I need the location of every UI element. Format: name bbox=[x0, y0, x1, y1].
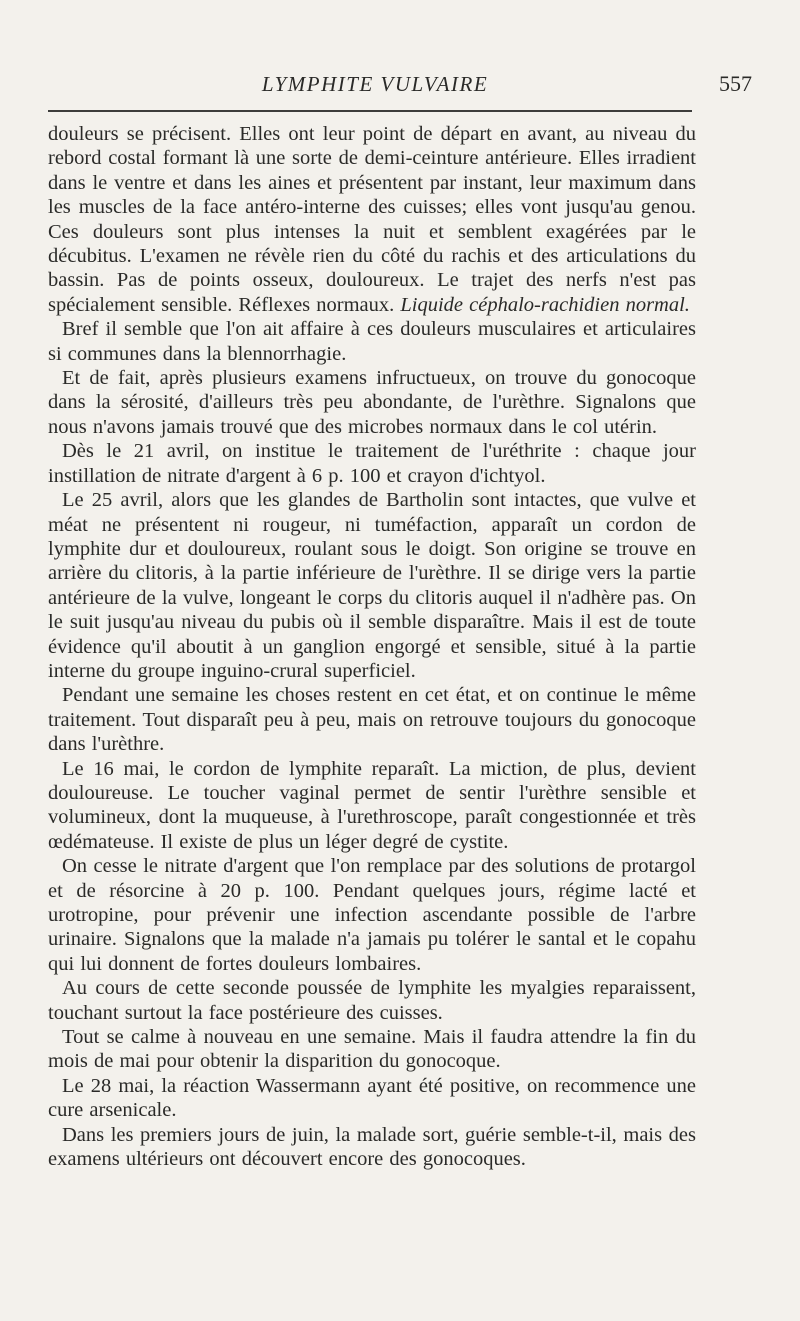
page-number: 557 bbox=[719, 71, 752, 96]
paragraph-8: On cesse le nitrate d'argent que l'on remplace par des solutions de protargol et de résorcine à 20 p. 100. Pendant quelques jours, régime lacté et urotropine, pour prévenir une infection ascendante possible de l'arbre urinaire. Signalons que la malade n'a jamais pu tolérer le santal et le copahu qui lui donnent de fortes douleurs lombaires. bbox=[48, 855, 696, 975]
paragraph-7: Le 16 mai, le cordon de lymphite reparaît. La miction, de plus, devient douloureuse. Le toucher vaginal permet de sentir l'urèthre sensible et volumineux, dont la muqueuse, à l'urethroscope, paraît congestionnée et très œdémateuse. Il existe de plus un léger degré de cystite. bbox=[48, 757, 696, 853]
paragraph-11: Le 28 mai, la réaction Wassermann ayant été positive, on recommence une cure arsenicale. bbox=[48, 1074, 696, 1122]
paragraph-2: Bref il semble que l'on ait affaire à ces douleurs musculaires et articulaires si communes dans la blennorrhagie. bbox=[48, 318, 696, 365]
paragraph-3: Et de fait, après plusieurs examens infructueux, on trouve du gonocoque dans la sérosité, d'ailleurs très peu abondante, de l'urèthre. Signalons que nous n'avons jamais trouvé que des microbes normaux dans le col utérin. bbox=[48, 367, 696, 438]
header-rule bbox=[48, 110, 692, 112]
paragraph-6: Pendant une semaine les choses restent en cet état, et on continue le même traitement. Tout disparaît peu à peu, mais on retrouve toujours du gonocoque dans l'urèthre. bbox=[48, 684, 696, 756]
running-head bbox=[48, 66, 752, 102]
paragraph-10: Tout se calme à nouveau en une semaine. Mais il faudra attendre la fin du mois de mai pour obtenir la disparition du gonocoque. bbox=[48, 1026, 696, 1073]
paragraph-12: Dans les premiers jours de juin, la malade sort, guérie semble-t-il, mais des examens ultérieurs ont découvert encore des gonocoques. bbox=[48, 1123, 696, 1171]
running-title: LYMPHITE VULVAIRE bbox=[261, 72, 489, 96]
paragraph-1-text: douleurs se précisent. Elles ont leur point de départ en avant, au niveau du rebord costal formant là une sorte de demi-ceinture antérieure. Elles irradient dans le ventre et dans les aines et présentent par instant, leur maximum dans les muscles de la face antéro-interne des cuisses; elles vont jusqu'au genou. Ces douleurs sont plus intenses la nuit et semblent exagérées par le décubitus. L'examen ne révèle rien du côté du rachis et des articulations du bassin. Pas de points osseux, douloureux. Le trajet des nerfs n'est pas spécialement sensible. Réflexes normaux. bbox=[48, 123, 696, 316]
paragraph-1 bbox=[48, 122, 696, 317]
paragraph-4: Dès le 21 avril, on institue le traitement de l'uréthrite : chaque jour instillation de nitrate d'argent à 6 p. 100 et crayon d'ichtyol. bbox=[48, 440, 696, 487]
body-text bbox=[48, 122, 696, 1171]
paragraph-9: Au cours de cette seconde poussée de lymphite les myalgies reparaissent, touchant surtout la face postérieure des cuisses. bbox=[48, 977, 696, 1024]
paragraph-5: Le 25 avril, alors que les glandes de Bartholin sont intactes, que vulve et méat ne présentent ni rougeur, ni tuméfaction, apparaît un cordon de lymphite dur et douloureux, roulant sous le doigt. Son origine se trouve en arrière du clitoris, à la partie inférieure de l'urèthre. Il se dirige vers la partie antérieure de la vulve, longeant le corps du clitoris auquel il n'adhère pas. On le suit jusqu'au niveau du pubis où il semble disparaître. Mais il est de toute évidence qu'il aboutit à un ganglion engorgé et sensible, situé à la partie interne du groupe inguino-crural superficiel. bbox=[48, 489, 696, 682]
paragraph-1-emphasis: Liquide céphalo-rachidien normal. bbox=[400, 293, 690, 316]
